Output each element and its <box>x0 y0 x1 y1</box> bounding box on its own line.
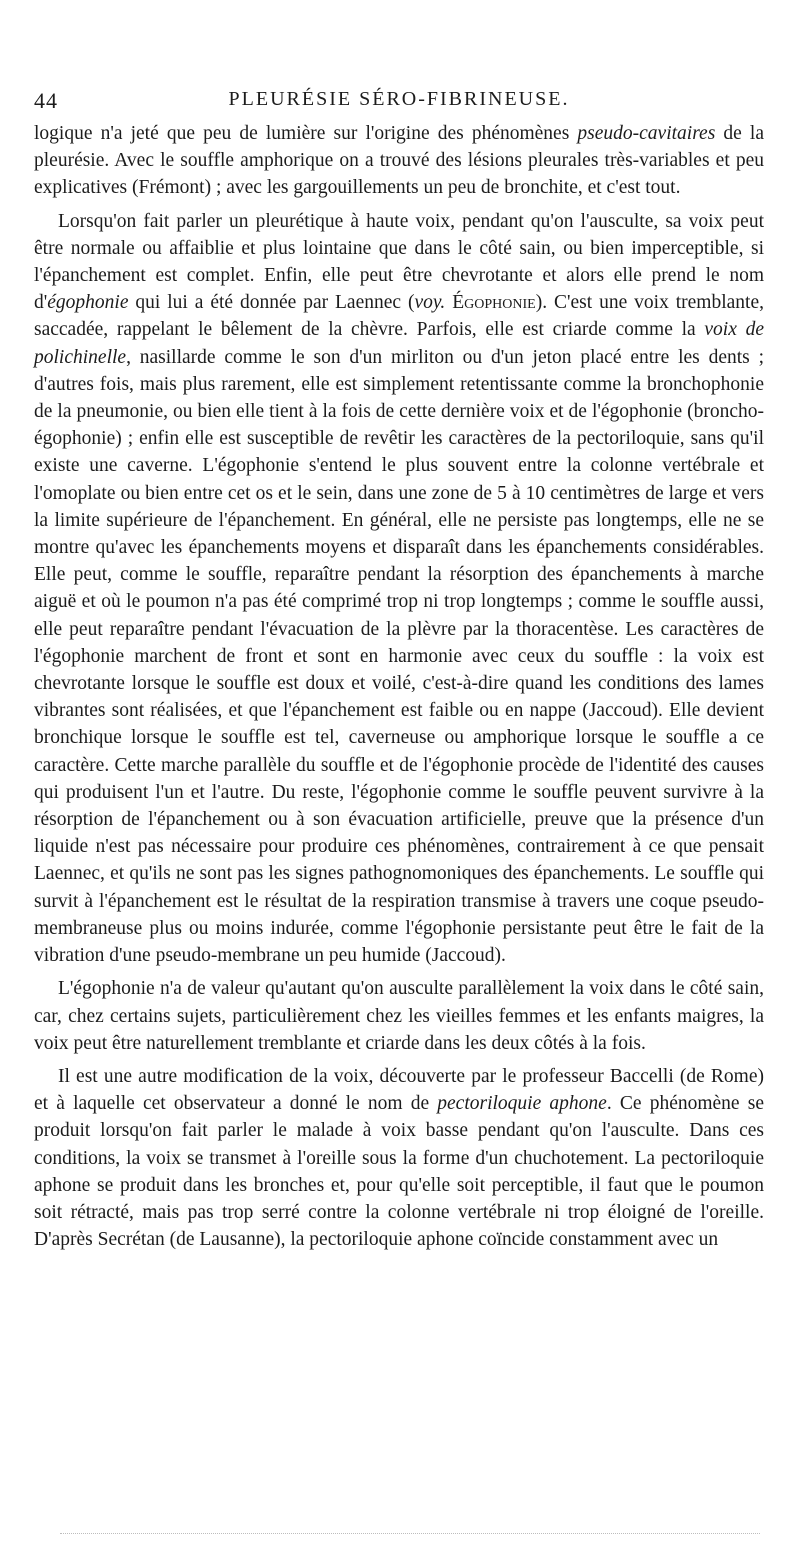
paragraph-4 <box>34 1063 764 1253</box>
small-caps-reference: Égophonie <box>452 292 536 314</box>
text-run: L'égophonie n'a de valeur qu'autant qu'on ausculte parallèlement la voix dans le côté sain, car, chez certains sujets, particulièrement chez les vieilles femmes et les enfants maigres, la voix peut être naturellement tremblante et criarde dans les deux côtés à la fois. <box>34 978 764 1054</box>
paragraph-3 <box>34 975 764 1057</box>
bleed-through-rule <box>60 1533 760 1534</box>
text-run: Lorsqu'on fait parler un pleurétique à haute voix, pendant qu'on l'ausculte, sa voix peut être normale ou affaiblie et plus lointaine que dans le côté sain, ou bien imperceptible, si l'épanchement est complet. Enfin, elle peut être chevrotante et alors elle prend le nom d' <box>34 210 764 314</box>
paragraph-2 <box>34 208 764 970</box>
italic-term: voix de polichinelle <box>34 319 764 368</box>
page-number: 44 <box>34 88 58 113</box>
page-header <box>34 88 764 114</box>
text-run: . Ce phénomène se produit lorsqu'on fait parler le malade à voix basse pendant qu'on l'ausculte. Dans ces conditions, la voix se transmet à l'oreille sous la forme d'un chuchotement. La pectoriloquie aphone se produit dans les bronches et, pour qu'elle soit perceptible, il faut que le poumon soit rétracté, mais pas trop serré contre la colonne vertébrale ni trop éloigné de l'oreille. D'après Secrétan (de Lausanne), la pectoriloquie aphone coïncide constamment avec un <box>34 1093 764 1251</box>
text-run: de la pleurésie. Avec le souffle amphorique on a trouvé des lésions pleurales très-variables et peu explicatives (Frémont) ; avec les gargouillements un peu de bronchite, et c'est tout. <box>34 123 764 199</box>
book-page <box>34 0 764 1565</box>
paragraph-1 <box>34 120 764 202</box>
text-run: Il est une autre modification de la voix, découverte par le professeur Baccelli (de Rome) et à laquelle cet observateur a donné le nom de <box>34 1065 764 1115</box>
italic-term: égophonie <box>47 292 129 314</box>
text-run: ). C'est une voix tremblante, saccadée, rappelant le bêlement de la chèvre. Parfois, elle est criarde comme la <box>34 292 764 341</box>
body-text <box>34 120 764 1253</box>
italic-term: pseudo-cavitaires <box>577 123 716 144</box>
italic-term: pectoriloquie aphone <box>437 1093 607 1115</box>
text-run: qui lui a été donnée par Laennec ( <box>128 292 415 314</box>
running-title: PLEURÉSIE SÉRO-FIBRINEUSE. <box>228 88 570 110</box>
text-run: logique n'a jeté que peu de lumière sur l'origine des phénomènes <box>34 123 578 144</box>
text-run: , nasillarde comme le son d'un mirliton ou d'un jeton placé entre les dents ; d'autres fois, mais plus rarement, elle est simplement retentissante comme la bronchophonie de la pneumonie, ou bien elle tient à la fois de cette dernière voix et de l'égophonie (broncho-égophonie) ; enfin elle est susceptible de revêtir les caractères de la pectoriloquie, sans qu'il existe une caverne. L'égophonie s'entend le plus souvent entre la colonne vertébrale et l'omoplate ou bien entre cet os et le sein, dans une zone de 5 à 10 centimètres de large et vers la limite supérieure de l'épanchement. En général, elle ne persiste pas longtemps, elle ne se montre qu'avec les épanchements moyens et disparaît dans les épanchements considérables. Elle peut, comme le souffle, reparaître pendant la résorption des épanchements à marche aiguë et où le poumon n'a pas été comprimé trop ni trop longtemps ; comme le souffle aussi, elle peut reparaître pendant l'évacuation de la plèvre par la thoracentèse. Les caractères de l'égophonie marchent de front et sont en harmonie avec ceux du souffle : la voix est chevrotante lorsque le souffle est doux et voilé, c'est-à-dire quand les conditions des lames vibrantes sont réalisées, et que l'épanchement est faible ou en nappe (Jaccoud). Elle devient bronchique lorsque le souffle est tel, caverneuse ou amphorique lorsque le souffle a ce caractère. Cette marche parallèle du souffle et de l'égophonie procède de l'identité des causes qui produisent l'un et l'autre. Du reste, l'égophonie comme le souffle peuvent survivre à la résorption de l'épanchement ou à son évacuation artificielle, preuve que la présence d'un liquide n'est pas nécessaire pour produire ces phénomènes, contrairement à ce que pensait Laennec, et qu'ils ne sont pas les signes pathognomoniques des épanchements. Le souffle qui survit à l'épanchement est le résultat de la respiration transmise à travers une coque pseudo-membraneuse plus ou moins indurée, comme l'égophonie persistante peut être le fait de la vibration d'une pseudo-membrane un peu humide (Jaccoud). <box>34 346 764 967</box>
italic-term: voy. <box>414 292 446 314</box>
